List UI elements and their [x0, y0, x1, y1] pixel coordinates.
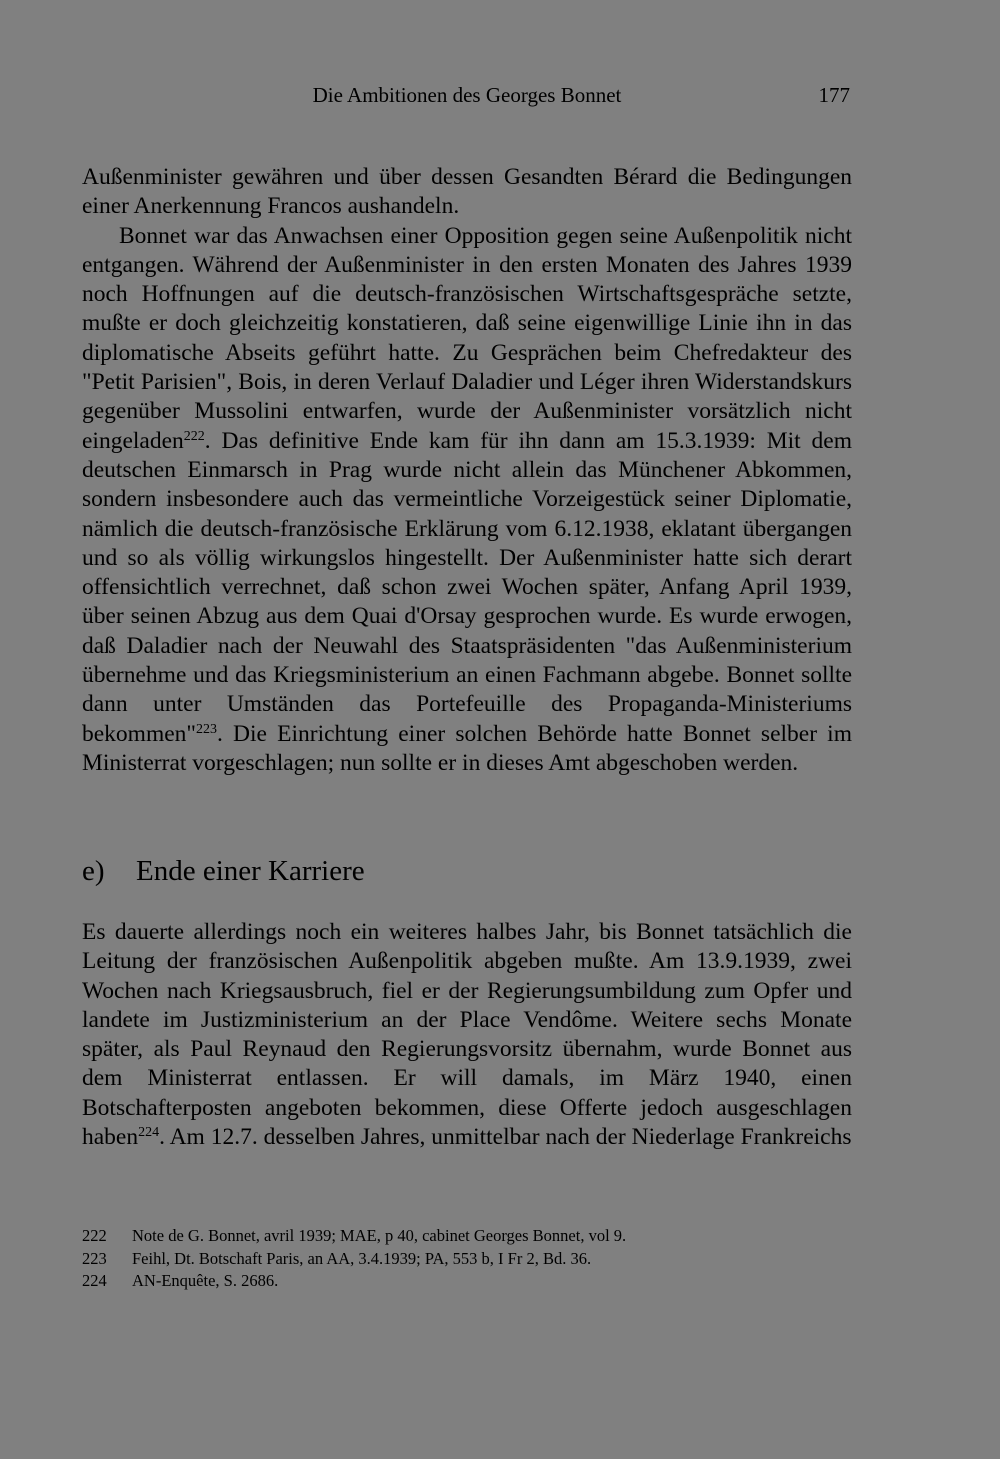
paragraph	[82, 222, 852, 779]
paragraph-text: Es dauerte allerdings noch ein weiteres halbes Jahr, bis Bonnet tatsächlich die Leitung der französischen Außenpolitik abgeben mußte. Am 13.9.1939, zwei Wochen nach Kriegsausbruch, fiel er der Regierungsumbildung zum Opfer und landete im Justizministerium an der Place Vendôme. Weitere sechs Monate später, als Paul Reynaud den Regierungsvorsitz übernahm, wurde Bonnet aus dem Ministerrat entlassen. Er will damals, im März 1940, einen Botschafterposten angeboten bekommen, diese Offerte jedoch ausgeschlagen haben	[82, 919, 852, 1151]
footnote-reference: 223	[196, 721, 218, 737]
paragraph-text: . Das definitive Ende kam für ihn dann am 15.3.1939: Mit dem deutschen Einmarsch in Prag wurde nicht allein das Münchener Abkommen, sondern insbesondere auch das vermeintliche Vorzeigestück seiner Diplomatie, nämlich die deutsch-französische Erklärung vom 6.12.1938, eklatant übergangen und so als völlig wirkungslos hingestellt. Der Außenminister hatte sich derart offensichtlich verrechnet, daß schon zwei Wochen später, Anfang April 1939, über seinen Abzug aus dem Quai d'Orsay gesprochen wurde. Es wurde erwogen, daß Daladier nach der Neuwahl des Staatspräsidenten "das Außenministerium übernehme und das Kriegsministerium an einen Fachmann abgebe. Bonnet sollte dann unter Umständen das Portefeuille des Propaganda-Ministeriums bekommen"	[82, 427, 852, 747]
paragraph: Außenminister gewähren und über dessen Gesandten Bérard die Bedingungen einer Anerkennung Francos aushandeln.	[82, 164, 852, 220]
paragraph-text: Bonnet war das Anwachsen einer Opposition gegen seine Außenpolitik nicht entgangen. Während der Außenminister in den ersten Monaten des Jahres 1939 noch Hoffnungen auf die deutsch-französischen Wirtschaftsgespräche setzte, mußte er doch gleichzeitig konstatieren, daß seine eigenwillige Linie ihn in das diplomatische Abseits geführt hatte. Zu Gesprächen beim Chefredakteur des "Petit Parisien", Bois, in deren Verlauf Daladier und Léger ihren Widerstandskurs gegenüber Mussolini entwarfen, wurde der Außenminister vorsätzlich nicht eingeladen	[82, 222, 852, 454]
paragraph-text: . Am 12.7. desselben Jahres, unmittelbar nach der Niederlage Frankreichs	[159, 1124, 852, 1151]
running-head	[82, 83, 852, 113]
footnotes	[82, 1225, 852, 1293]
footnote-reference: 224	[138, 1125, 160, 1141]
body-text-block-1	[82, 163, 852, 778]
footnote	[82, 1248, 852, 1271]
footnote-number: 224	[82, 1271, 107, 1290]
footnote	[82, 1225, 852, 1248]
section-title: Ende einer Karriere	[136, 855, 365, 887]
footnote-reference: 222	[183, 428, 205, 444]
paragraph	[82, 918, 852, 1152]
page-number: 177	[818, 83, 850, 107]
section-marker: e)	[82, 855, 105, 887]
footnote-text: Feihl, Dt. Botschaft Paris, an AA, 3.4.1939; PA, 553 b, I Fr 2, Bd. 36.	[132, 1248, 592, 1268]
footnote-number: 223	[82, 1248, 107, 1268]
section-heading	[82, 853, 852, 889]
body-text-block-2	[82, 918, 852, 1152]
paragraph-text: . Die Einrichtung einer solchen Behörde hatte Bonnet selber im Ministerrat vorgeschlagen; nun sollte er in dieses Amt abgeschoben werden.	[82, 720, 852, 776]
running-head-title: Die Ambitionen des Georges Bonnet	[312, 83, 622, 107]
footnote	[82, 1270, 852, 1293]
footnote-number: 222	[82, 1226, 107, 1245]
footnote-text: AN-Enquête, S. 2686.	[132, 1271, 279, 1290]
footnote-text: Note de G. Bonnet, avril 1939; MAE, p 40, cabinet Georges Bonnet, vol 9.	[132, 1226, 627, 1245]
